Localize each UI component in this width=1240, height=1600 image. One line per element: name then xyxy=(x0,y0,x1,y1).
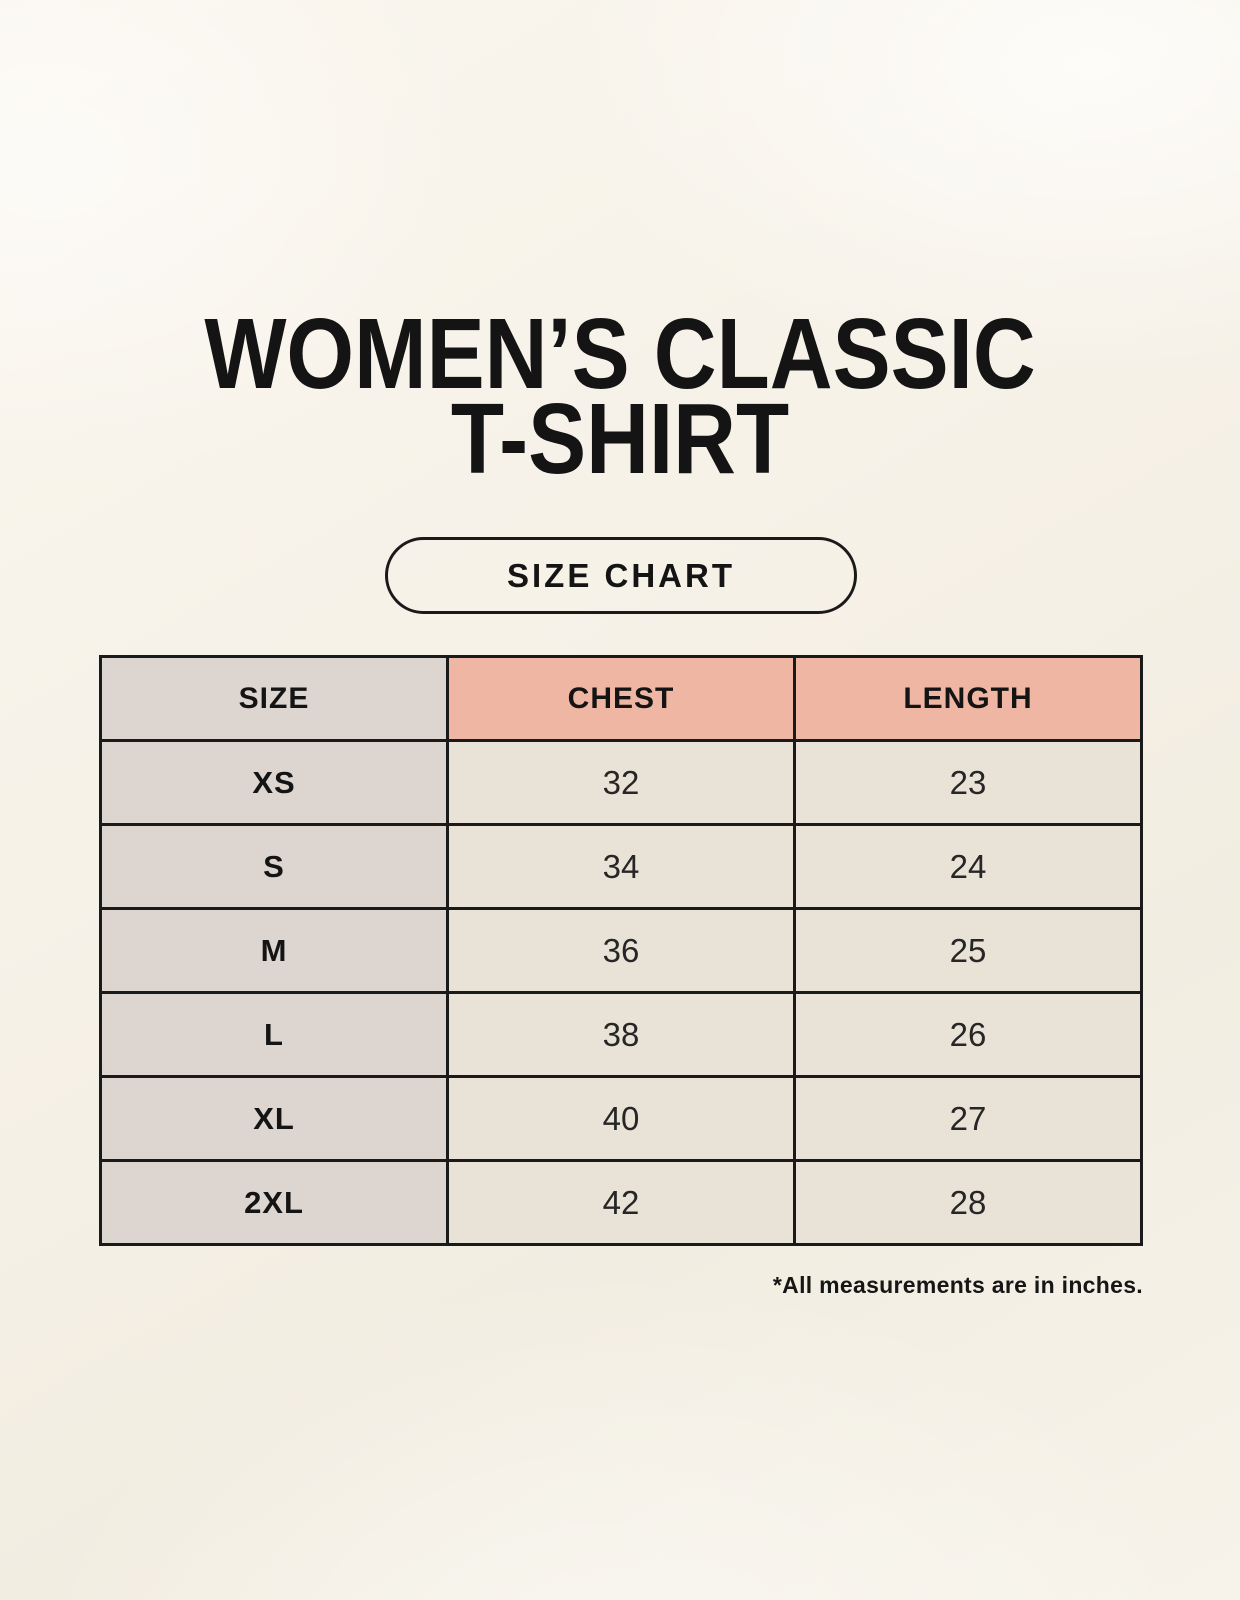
chest-value-cell: 40 xyxy=(448,1077,795,1161)
column-header-size: SIZE xyxy=(101,657,448,741)
chest-value-cell: 34 xyxy=(448,825,795,909)
length-value-cell: 23 xyxy=(795,741,1142,825)
table-row xyxy=(101,909,1142,993)
chest-value-cell: 42 xyxy=(448,1161,795,1245)
page-title-line-1: WOMEN’S CLASSIC xyxy=(204,298,1036,410)
chest-value-cell: 36 xyxy=(448,909,795,993)
size-chart-button[interactable]: SIZE CHART xyxy=(385,537,857,614)
size-chart-table xyxy=(99,655,1143,1246)
table-row xyxy=(101,741,1142,825)
length-value-cell: 26 xyxy=(795,993,1142,1077)
page-title xyxy=(81,298,1160,495)
page-title-line-2: T-SHIRT xyxy=(450,383,790,495)
length-value-cell: 28 xyxy=(795,1161,1142,1245)
table-row xyxy=(101,1161,1142,1245)
table-header-row xyxy=(101,657,1142,741)
size-label-cell: S xyxy=(101,825,448,909)
length-value-cell: 27 xyxy=(795,1077,1142,1161)
table-row xyxy=(101,1077,1142,1161)
chest-value-cell: 38 xyxy=(448,993,795,1077)
size-label-cell: 2XL xyxy=(101,1161,448,1245)
table-row xyxy=(101,993,1142,1077)
size-label-cell: M xyxy=(101,909,448,993)
length-value-cell: 25 xyxy=(795,909,1142,993)
measurements-note: *All measurements are in inches. xyxy=(772,1272,1143,1298)
size-label-cell: L xyxy=(101,993,448,1077)
size-label-cell: XS xyxy=(101,741,448,825)
table-row xyxy=(101,825,1142,909)
column-header-chest: CHEST xyxy=(448,657,795,741)
size-label-cell: XL xyxy=(101,1077,448,1161)
chest-value-cell: 32 xyxy=(448,741,795,825)
length-value-cell: 24 xyxy=(795,825,1142,909)
column-header-length: LENGTH xyxy=(795,657,1142,741)
